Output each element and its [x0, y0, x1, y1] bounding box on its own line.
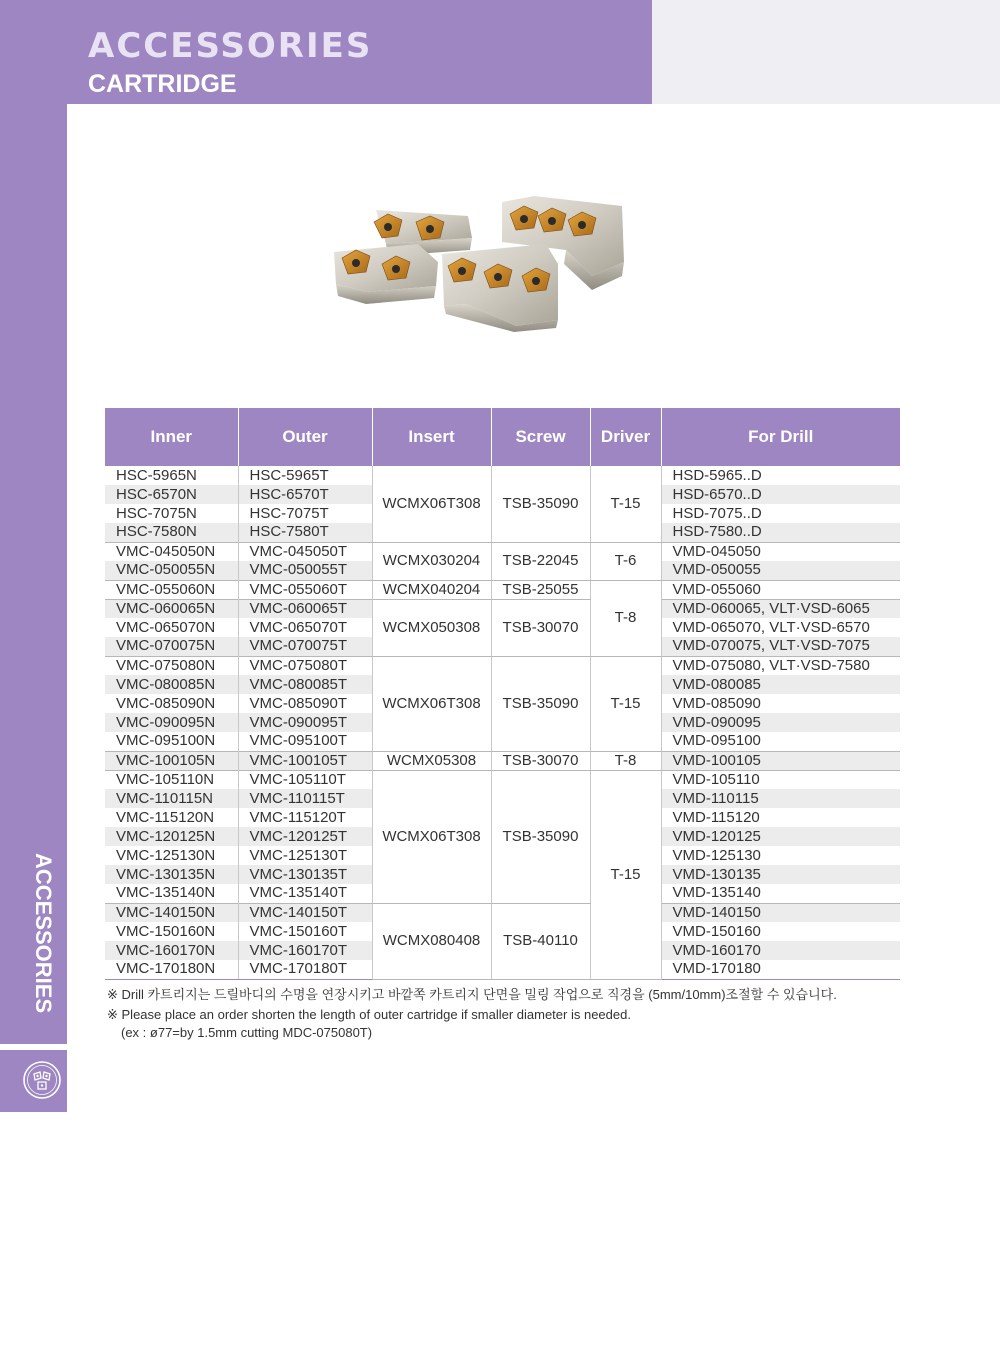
inner-cell: HSC-7580N [105, 523, 238, 542]
outer-cell: VMC-105110T [238, 770, 372, 789]
drill-cell: VMD-100105 [661, 751, 900, 770]
inner-cell: VMC-130135N [105, 865, 238, 884]
outer-cell: VMC-090095T [238, 713, 372, 732]
insert-cell: WCMX040204 [372, 580, 491, 599]
inner-cell: VMC-055060N [105, 580, 238, 599]
outer-cell: VMC-140150T [238, 903, 372, 922]
insert-cell: WCMX06T308 [372, 770, 491, 903]
inner-cell: VMC-120125N [105, 827, 238, 846]
col-header-outer: Outer [238, 408, 372, 466]
inner-cell: VMC-060065N [105, 599, 238, 618]
outer-cell: VMC-150160T [238, 922, 372, 941]
drill-cell: HSD-5965..D [672, 466, 762, 484]
inner-cell: VMC-105110N [105, 770, 238, 789]
inner-cell: VMC-050055N [105, 561, 238, 580]
outer-cell: VMC-080085T [238, 675, 372, 694]
outer-cell: VMC-110115T [238, 789, 372, 808]
table-row [105, 656, 900, 675]
sidebar-label-text: ACCESSORIES [31, 853, 56, 1014]
inner-cell: VMC-070075N [105, 637, 238, 656]
drill-cell: VMD-110115 [661, 789, 900, 808]
drill-cell: VMD-150160 [672, 922, 761, 940]
driver-cell: T-15 [590, 656, 661, 751]
drill-cell: VMD-085090 [672, 694, 761, 712]
outer-cell: VMC-170180T [238, 960, 372, 979]
col-header-screw: Screw [491, 408, 590, 466]
inner-cell: VMC-090095N [105, 713, 238, 732]
inner-cell: VMC-065070N [105, 618, 238, 637]
insert-cell: WCMX06T308 [372, 656, 491, 751]
outer-cell: HSC-7580T [238, 523, 372, 542]
drill-cell: VMD-055060 [661, 580, 900, 599]
drill-cell: VMD-050055 [661, 561, 900, 580]
table-body [105, 466, 900, 979]
insert-cell: WCMX050308 [372, 599, 491, 656]
outer-cell: VMC-120125T [238, 827, 372, 846]
drill-cell: VMD-115120 [672, 808, 760, 826]
drill-cell: VMD-120125 [661, 827, 900, 846]
outer-cell: VMC-055060T [238, 580, 372, 599]
drill-cell: HSD-6570..D [661, 485, 900, 504]
page-title: ACCESSORIES [88, 26, 373, 66]
drill-cell: VMD-160170 [661, 941, 900, 960]
outer-cell: VMC-125130T [238, 846, 372, 865]
drill-cell: VMD-130135 [661, 865, 900, 884]
cartridge-photo [326, 192, 626, 332]
outer-cell: VMC-115120T [238, 808, 372, 827]
table-row [105, 466, 900, 485]
header-band [0, 0, 652, 104]
table-row [105, 599, 900, 618]
sidebar-label [28, 853, 58, 1018]
inner-cell: VMC-075080N [105, 656, 238, 675]
drill-cell: VMD-080085 [661, 675, 900, 694]
drill-cell: HSD-7075..D [672, 504, 762, 522]
drill-cell: VMD-075080, VLT·VSD-7580 [661, 656, 900, 675]
inner-cell: VMC-135140N [105, 884, 238, 903]
outer-cell: VMC-045050T [238, 542, 372, 561]
screw-cell: TSB-30070 [491, 599, 590, 656]
drill-cell: VMD-090095 [661, 713, 900, 732]
drill-cell: VMD-105110 [661, 770, 900, 789]
inner-cell: VMC-100105N [105, 751, 238, 770]
driver-cell: T-15 [590, 770, 661, 979]
table-header-row [105, 408, 900, 466]
drill-cell: VMD-140150 [661, 903, 900, 922]
outer-cell: HSC-6570T [238, 485, 372, 504]
inner-cell: VMC-110115N [105, 789, 238, 808]
outer-cell: VMC-095100T [238, 732, 372, 751]
screw-cell: TSB-35090 [491, 466, 590, 542]
screw-cell: TSB-25055 [491, 580, 590, 599]
outer-cell: VMC-160170T [238, 941, 372, 960]
inner-cell: VMC-095100N [105, 732, 238, 751]
outer-cell: VMC-130135T [238, 865, 372, 884]
outer-cell: VMC-135140T [238, 884, 372, 903]
drill-cell: VMD-095100 [672, 732, 761, 750]
outer-cell: VMC-065070T [238, 618, 372, 637]
table-row [105, 580, 900, 599]
inner-cell: VMC-125130N [105, 846, 238, 865]
screw-cell: TSB-35090 [491, 770, 590, 903]
driver-cell: T-8 [590, 580, 661, 656]
note-example: (ex : ø77=by 1.5mm cutting MDC-075080T) [121, 1025, 373, 1040]
outer-cell: HSC-5965T [238, 466, 372, 485]
inner-cell: VMC-140150N [105, 903, 238, 922]
table-row [105, 903, 900, 922]
drill-cell: VMD-125130 [672, 846, 761, 864]
drill-cell: VMD-135140 [672, 884, 761, 902]
header-right-band [652, 0, 1000, 104]
note-korean: ※ Drill 카트리지는 드릴바디의 수명을 연장시키고 바깥쪽 카트리지 단면을 밀링 작업으로 직경을 (5mm/10mm)조절할 수 있습니다. [107, 987, 837, 1002]
insert-cell: WCMX030204 [372, 542, 491, 580]
driver-cell: T-6 [590, 542, 661, 580]
insert-cell: WCMX05308 [372, 751, 491, 770]
inner-cell: VMC-115120N [105, 808, 238, 827]
drill-cell: HSD-7580..D [661, 523, 900, 542]
screw-cell: TSB-30070 [491, 751, 590, 770]
outer-cell: VMC-050055T [238, 561, 372, 580]
notes [107, 986, 837, 1042]
inner-cell: HSC-6570N [105, 485, 238, 504]
screw-cell: TSB-35090 [491, 656, 590, 751]
driver-cell: T-15 [590, 466, 661, 542]
col-header-inner: Inner [105, 408, 238, 466]
table-row [105, 751, 900, 770]
inner-cell: HSC-7075N [105, 504, 238, 523]
inner-cell: HSC-5965N [105, 466, 238, 485]
driver-cell: T-8 [590, 751, 661, 770]
note-english: ※ Please place an order shorten the length of outer cartridge if smaller diameter is needed. [107, 1007, 631, 1022]
page-subtitle: CARTRIDGE [88, 70, 237, 98]
drill-cell: VMD-060065, VLT·VSD-6065 [661, 599, 900, 618]
drill-cell: VMD-045050 [661, 542, 900, 561]
screw-cell: TSB-40110 [491, 903, 590, 979]
outer-cell: VMC-075080T [238, 656, 372, 675]
inner-cell: VMC-170180N [105, 960, 238, 979]
table-row [105, 542, 900, 561]
inner-cell: VMC-085090N [105, 694, 238, 713]
inner-cell: VMC-080085N [105, 675, 238, 694]
insert-cell: WCMX080408 [372, 903, 491, 979]
outer-cell: VMC-100105T [238, 751, 372, 770]
outer-cell: HSC-7075T [238, 504, 372, 523]
outer-cell: VMC-060065T [238, 599, 372, 618]
sidebar-logo [0, 1050, 67, 1112]
drill-cell: VMD-070075, VLT·VSD-7075 [661, 637, 900, 656]
drill-cell: VMD-065070, VLT·VSD-6570 [672, 618, 870, 636]
cartridge-spec-table [105, 408, 900, 980]
outer-cell: VMC-085090T [238, 694, 372, 713]
col-header-insert: Insert [372, 408, 491, 466]
insert-cell: WCMX06T308 [372, 466, 491, 542]
screw-cell: TSB-22045 [491, 542, 590, 580]
inserts-circle-icon [22, 1060, 62, 1100]
table-row [105, 770, 900, 789]
inner-cell: VMC-150160N [105, 922, 238, 941]
inner-cell: VMC-160170N [105, 941, 238, 960]
drill-cell: VMD-170180 [661, 960, 900, 979]
inner-cell: VMC-045050N [105, 542, 238, 561]
col-header-for-drill: For Drill [661, 408, 900, 466]
col-header-driver: Driver [590, 408, 661, 466]
outer-cell: VMC-070075T [238, 637, 372, 656]
